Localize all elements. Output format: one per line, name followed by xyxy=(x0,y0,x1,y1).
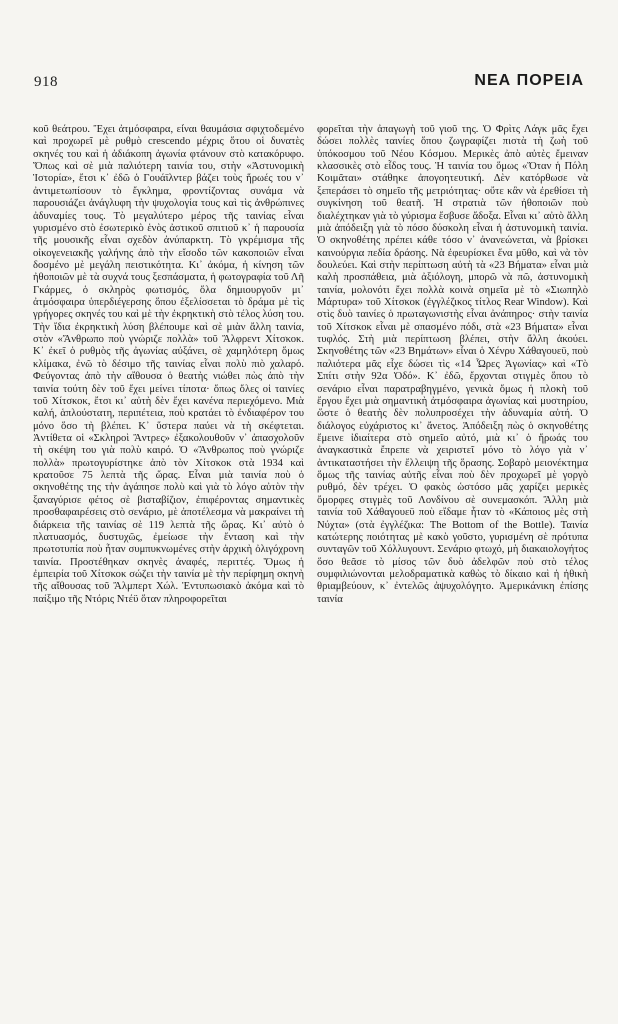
article-text-right: φορεῖται τὴν ἀπαγωγὴ τοῦ γιοῦ της. Ὁ Φρὶτς Λάγκ μᾶς ἔχει δώσει πολλὲς ταινίες ὅπου ζωγραφίζει πιστὰ τὴ ζωὴ τοῦ ὑπόκοσμου τοῦ Νέου Κόσμου. Μερικὲς ἀπὸ αὐτὲς ἔμειναν κλασσικὲς στὸ εἶδος τους. Ἡ ταινία του ὅμως «Ὅταν ἡ Πόλη Κοιμᾶται» στάθηκε ἀπογοητευτική. Δὲν κατόρθωσε νὰ ξεπεράσει τὸ σημεῖο τῆς μετριότητας· οὔτε κἂν νὰ ἐρεθίσει τὴ συγκίνηση τοῦ θεατῆ. Ἡ στρατιὰ τῶν ἠθοποιῶν ποὺ διαλέχτηκαν γιὰ τὸ γύρισμα ἔσβυσε ἄδοξα. Εἶναι κι᾽ αὐτὸ ἄλλη μιὰ ἀπόδειξη γιὰ τὸ πόσο δύσκολη εἶναι ἡ ἀστυνομικὴ ταινία. Ὁ σκηνοθέτης πρέπει κάθε τόσο ν᾽ ἀνανεώνεται, νὰ βρίσκει καινούργια πεδία δράσης. Νὰ ἐφευρίσκει ἕνα μῦθο, καὶ νὰ τὸν δουλεύει. Καὶ στὴν περίπτωση αὐτὴ τὰ «23 Βήματα» εἶναι μιὰ καλὴ προσπάθεια, μιὰ ἀξιόλογη, μπορῶ νὰ πῶ, ἀστυνομικὴ ταινία, μολονότι ἔχει πολλὰ κοινὰ σημεῖα μὲ τὸ «Σιωπηλὸ Μάρτυρα» τοῦ Χίτσκοκ (ἐγγλέζικος τίτλος Rear Window). Καὶ στὶς δυὸ ταινίες ὁ πρωταγωνιστὴς εἶναι ἀνάπηρος· στὴν ταινία τοῦ Χίτσκοκ εἶναι μὲ σπασμένο πόδι, στὰ «23 Βήματα» εἶναι τυφλός. Στὴ μιὰ περίπτωση βλέπει, στὴν ἄλλη ἀκούει. Σκηνοθέτης τῶν «23 Βημάτων» εἶναι ὁ Χένρυ Χάθαγουεϋ, ποὺ παλιότερα μᾶς εἶχε δώσει τὶς «14 Ὧρες Ἀγωνίας» καὶ «Τὸ Σπίτι στὴν 92α Ὁδό». Κ᾽ ἐδῶ, ἔρχονται στιγμὲς ὅπου τὸ σενάριο εἶναι παρατραβηγμένο, γενικὰ ὅμως ἡ πλοκὴ τοῦ ἔργου ἔχει μιὰ σημαντικὴ ἀτμόσφαιρα ἀγωνίας καὶ μυστηρίου, ὥστε ὁ θεατὴς δὲν πολυπροσέχει τὴν ἀδυναμία αὐτή. Ὁ διάλογος εὐχάριστος κι᾽ ἄνετος. Ἀπόδειξη πὼς ὁ σκηνοθέτης ἔμεινε ἰδιαίτερα στὸ σημεῖο αὐτό, μιὰ κι᾽ ὁ ἥρωάς του ἀναγκαστικὰ ἔπρεπε νὰ χειριστεῖ μόνο τὸ λόγο γιὰ ν᾽ ἀντικαταστήσει τὴν ἔλλειψη τῆς ὅρασης. Σοβαρὸ μειονέκτημα ὅμως τῆς ταινίας αὐτῆς εἶναι ποὺ δὲν προχωρεῖ μὲ γοργὸ ρυθμό, δὲν τρέχει. Ὁ φακὸς ὡστόσο μᾶς χαρίζει μερικὲς ὄμορφες στιγμὲς τοῦ Λονδίνου σὲ συνεμασκόπ. Ἄλλη μιὰ ταινία τοῦ Χάθαγουεϋ ποὺ εἴδαμε ἦταν τὸ «Κάποιος μὲς στὴ Νύχτα» (στὰ ἐγγλέζικα: The Bottom of the Bottle). Ταινία κατώτερης ποιότητας μὲ κακὸ γοῦστο, γυρισμένη σὲ πρότυπα συνταγῶν τοῦ Χόλλυγουντ. Σενάριο φτωχό, μὴ διακαιολογήτος ὅσο θεᾶσε τὸ μίσος τῶν δυὸ ἀδελφῶν ποὺ στὸ τέλος συμφιλιώνονται μελοδραματικὰ καθὼς τὸ δίκαιο καὶ ἡ ἠθικὴ θριαμβεύουν, κ᾽ ἐντελῶς ἀψυχολόγητο. Ἀμερικάνικη ἐπίσης ταινία xyxy=(317,124,588,605)
article-text-left: κοῦ θεάτρου. Ἔχει ἀτμόσφαιρα, εἶναι θαυμάσια σφιχτοδεμένο καὶ προχωρεῖ μὲ ρυθμὸ crescendo μέχρις ὅτου οἱ δυνατὲς σκηνές του καὶ ἡ ἀδιάκοπη ἀγωνία φτάνουν στὸ κατακόρυφο. Ὅπως καὶ σὲ μιὰ παλιότερη ταινία του, στὴν «Ἀστυνομικὴ Ἱστορία», ἔτσι κ᾽ ἐδῶ ὁ Γουάϊλντερ βάζει τοὺς ἥρωές του ν᾽ ἀντιμετωπίσουν τὸ ἔγκλημα, φροντίζοντας συνάμα νὰ παρουσιάζει ἀνάγλυφη τὴν ψυχολογία τους καὶ τὶς ἀνθρώπινες ἀδυναμίες τους. Τὸ μεγαλύτερο μέρος τῆς ταινίας εἶναι γυρισμένο στὸ ἐσωτερικὸ ἑνὸς ἀστικοῦ σπιτιοῦ κ᾽ ἡ παρουσία τῆς μουσικῆς εἶναι σχεδὸν ἀνύπαρκτη. Τὸ γκρέμισμα τῆς οἰκογενειακῆς γαλήνης ἀπὸ τὴν εἴσοδο τῶν κακοποιῶν εἶναι δοσμένο μὲ μεγάλη πειστικότητα. Κι᾽ ἀκόμα, ἡ κίνηση τῶν ἠθοποιῶν μὲ τὰ συχνά τους ξεσπάσματα, ἡ φωτογραφία τοῦ Λῆ Γκάρμες, ὁ σκληρὸς φωτισμός, ὅλα δημιουργοῦν μι᾽ ἀτμόσφαιρα ὑπερδιέγερσης ὅπου ἐξελίσσεται τὸ δράμα μὲ τὶς γρήγορες σκηνές του καὶ μὲ τὴν ἐκρηκτικὴ στὸ τέλος λύση του. Τὴν ἴδια ἐκρηκτικὴ λύση βλέπουμε καὶ σὲ μιὰν ἄλλη ταινία, στὸν «Ἄνθρωπο ποὺ γνώριζε πολλὰ» τοῦ Ἄλφρεντ Χίτσκοκ. Κ᾽ ἐκεῖ ὁ ρυθμὸς τῆς ἀγωνίας αὐξάνει, σὲ χαμηλότερη ὅμως κλίμακα, ἐνῶ τὸ δέσιμο τῆς ταινίας εἶναι πολὺ πιὸ χαλαρό. Φεύγοντας ἀπὸ τὴν αἴθουσα ὁ θεατὴς νιώθει πὼς ἀπὸ τὴν ταινία τούτη δὲν τοῦ ἔχει μείνει τίποτα· ὅπως ὅλες οἱ ταινίες τοῦ Χίτσκοκ, ἔτσι κι᾽ αὐτὴ δὲν ἔχει κανένα περιεχόμενο. Μιὰ καλή, ἁπλούστατη, περιπέτεια, ποὺ κρατάει τὸ ἐνδιαφέρον του μόνο ὅσο τὴ βλέπει. Κ᾽ ὕστερα παύει νὰ τὴ σκέφτεται. Ἀντίθετα οἱ «Σκληροὶ Ἄντρες» ἐξακολουθοῦν ν᾽ ἀπασχολοῦν τὴ σκέψη του γιὰ πολὺ καιρό. Ὁ «Ἄνθρωπος ποὺ γνώριζε πολλὰ» πρωτογυρίστηκε ἀπὸ τὸν Χίτσκοκ στὰ 1934 καὶ κρατοῦσε 75 λεπτὰ τῆς ὥρας. Εἶναι μιὰ ταινία ποὺ ὁ σκηνοθέτης της τὴν ἀγάπησε πολὺ καὶ γιὰ τὸ λόγο αὐτὸν τὴν ξαναγύρισε φέτος σὲ βισταβίζιον, ἐπιφέροντας σημαντικὲς προσθαφαιρέσεις στὸ σενάριο, μὲ ἀποτέλεσμα νὰ μακραίνει τὴ διάρκεια τῆς ταινίας σὲ 119 λεπτὰ τῆς ὥρας. Κι᾽ αὐτὸ ὁ πλατυασμός, δυστυχῶς, ἐμείωσε τὴν ἔνταση καὶ τὴν πρωτοτυπία ποὺ ἦταν συμπυκνωμένες στὴν ἀρχικὴ ὀλιγόχρονη ταινία. Προστέθηκαν σκηνὲς ἀναφές, περιττές. Ὅμως ἡ ἐμπειρία τοῦ Χίτσκοκ σώζει τὴν ταινία μὲ τὴν περίφημη σκηνὴ τῆς αἴθουσας τοῦ Ἄλμπερτ Χώλ. Ἐντυπωσιακὸ ἀκόμα καὶ τὸ παίξιμο τῆς Ντόρις Ντέϋ ὅταν πληροφορεῖται xyxy=(33,124,304,605)
journal-title: ΝΕΑ ΠΟΡΕΙΑ xyxy=(474,72,584,89)
page-number: 918 xyxy=(34,74,58,90)
article-column-left xyxy=(33,124,304,1010)
article-column-right xyxy=(317,124,588,1010)
